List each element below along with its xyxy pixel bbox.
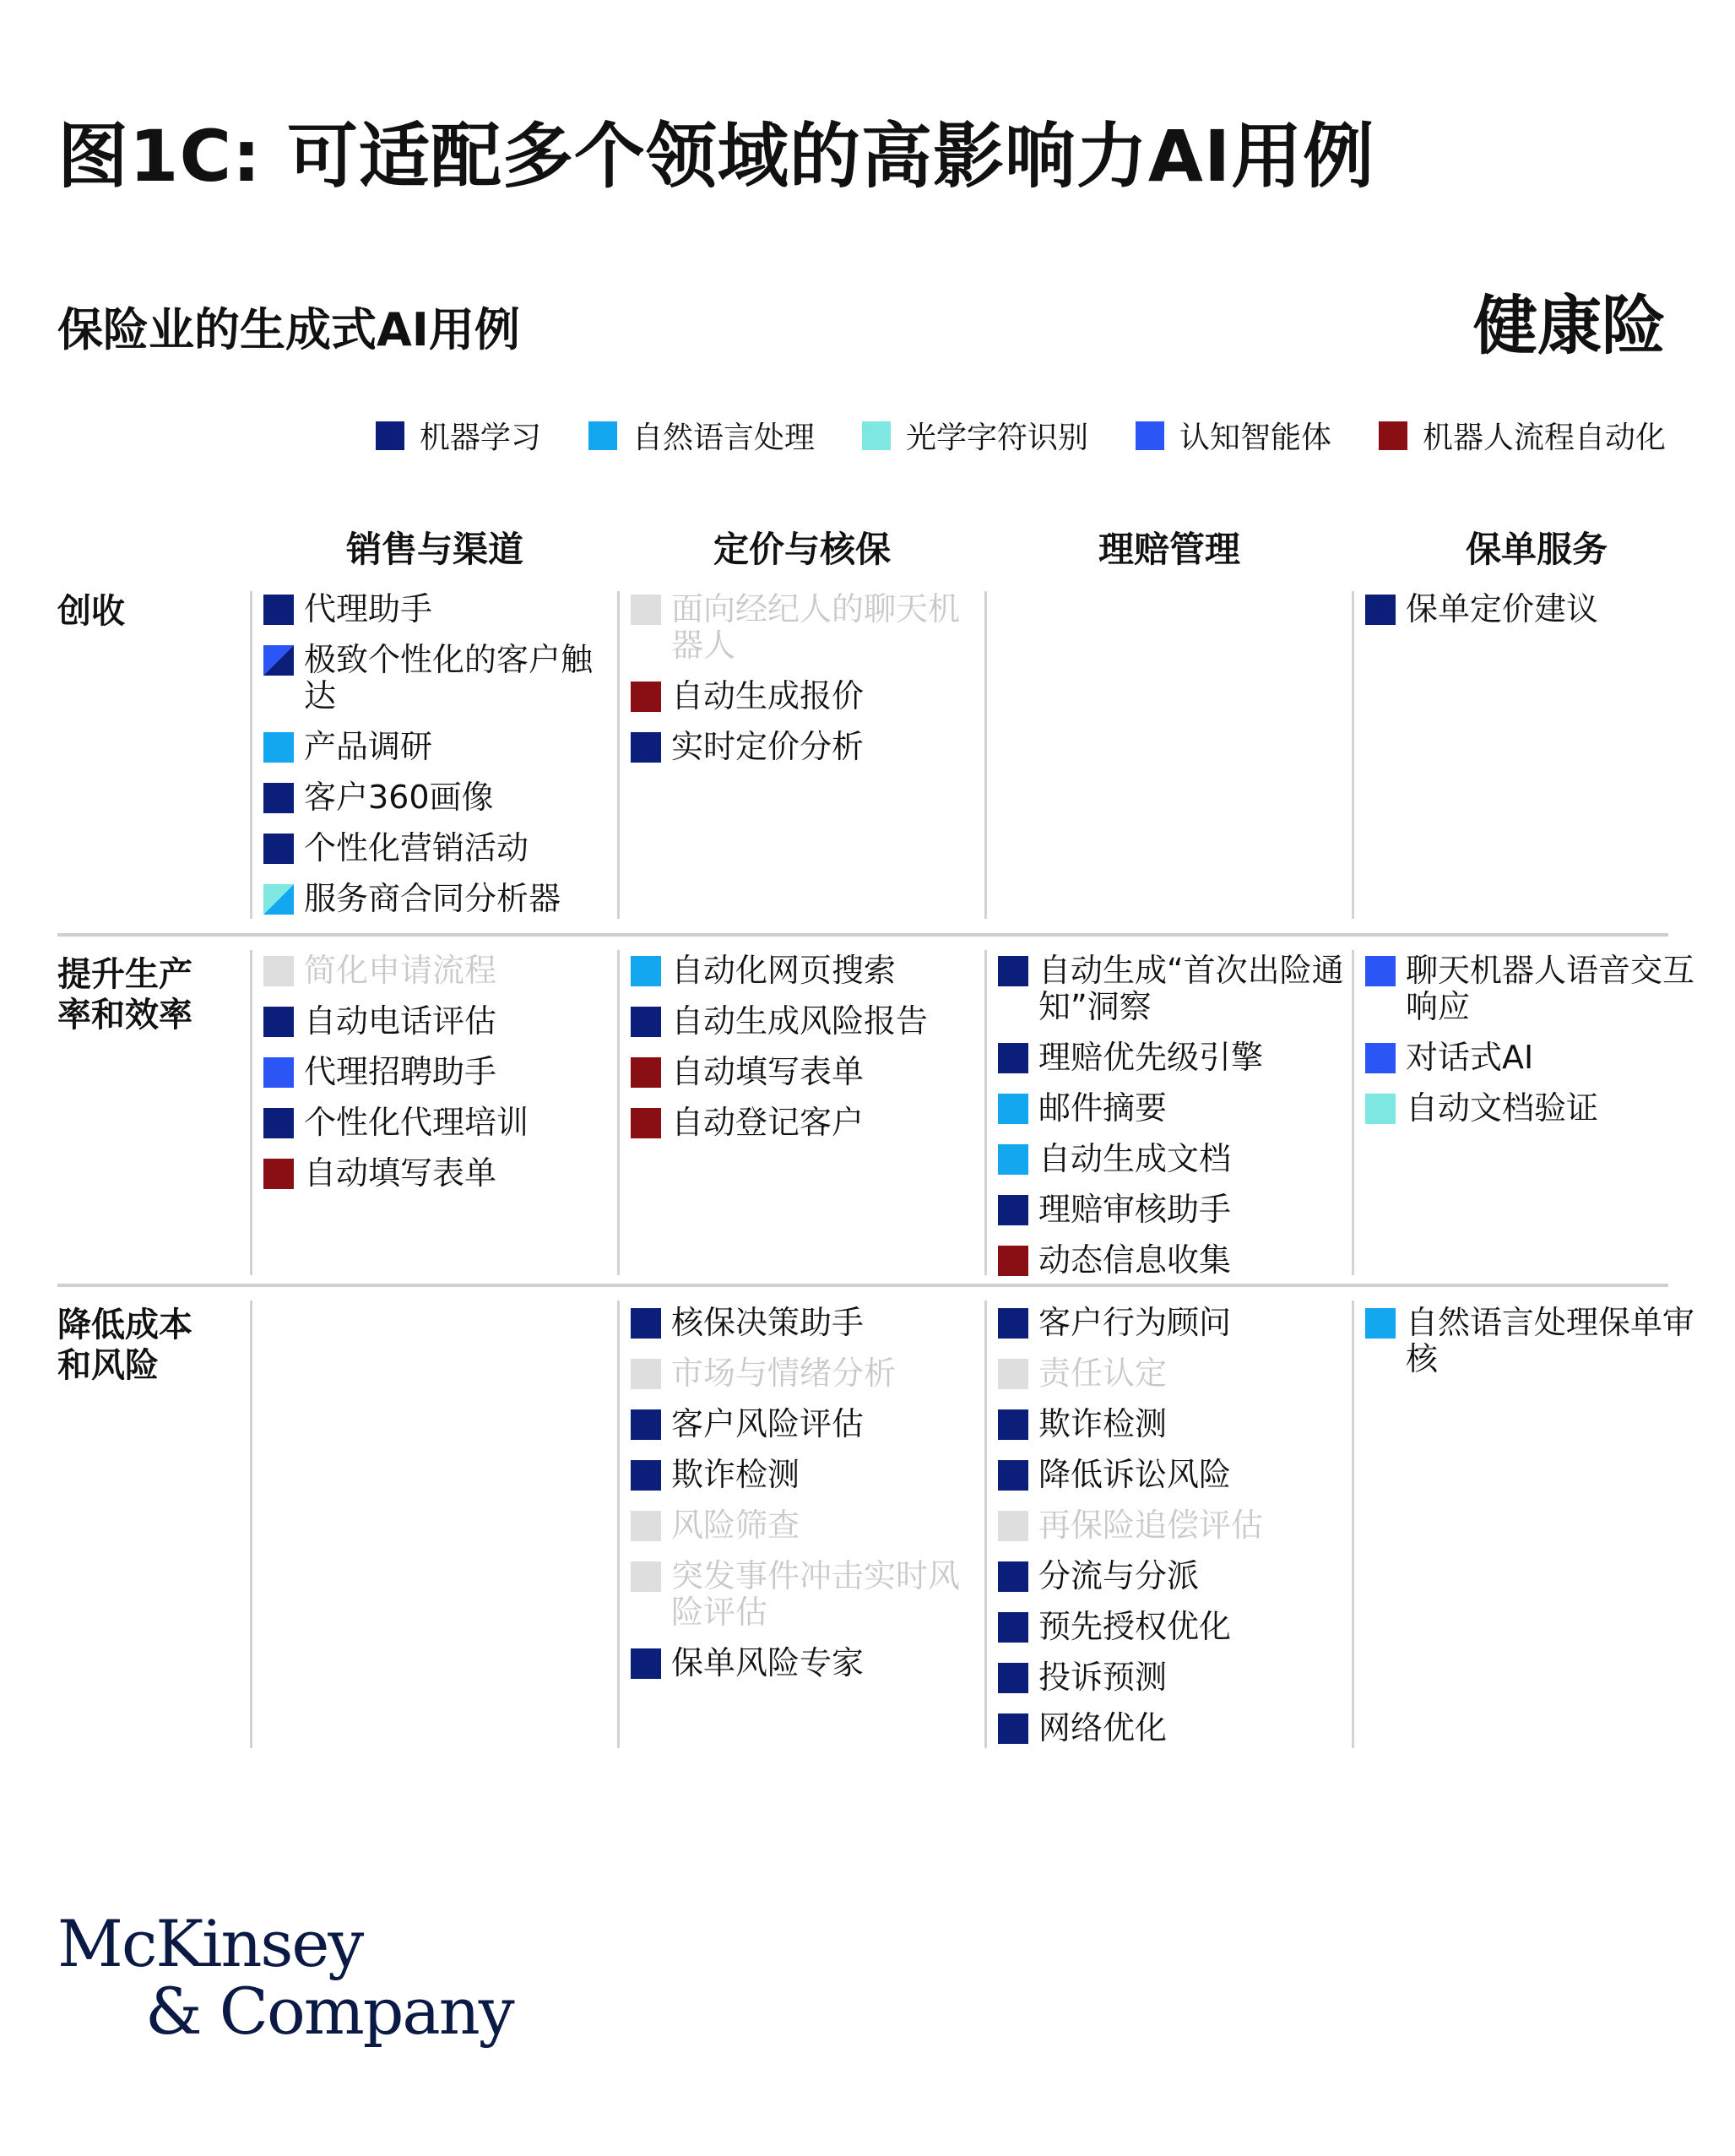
row-divider [57,933,1668,937]
technology-swatch [263,834,294,864]
technology-swatch [631,1007,661,1037]
technology-swatch [263,1057,294,1088]
technology-swatch [1365,595,1396,625]
use-case-label: 代理招聘助手 [304,1053,497,1090]
technology-swatch [998,956,1028,986]
use-case-label: 客户360画像 [304,779,494,816]
technology-swatch [631,1648,661,1679]
use-case-label: 邮件摘要 [1038,1089,1168,1127]
use-case-label: 风险筛查 [671,1507,800,1544]
use-case-item [998,1558,1344,1594]
use-case-item [631,1507,977,1544]
technology-swatch [631,1511,661,1541]
technology-swatch [631,595,661,625]
use-case-item [998,1355,1344,1392]
use-case-item [1365,1090,1711,1127]
cell-productivity-policy [1365,953,1711,1141]
use-case-label: 降低诉讼风险 [1038,1456,1232,1493]
use-case-label: 服务商合同分析器 [304,880,561,917]
use-case-item [631,1645,977,1681]
use-case-item [998,1457,1344,1493]
column-divider [984,1301,987,1748]
technology-swatch [998,1359,1028,1389]
use-case-label: 自动生成文档 [1038,1140,1232,1177]
use-case-label: 保单风险专家 [671,1644,865,1681]
use-case-label: 实时定价分析 [671,728,865,765]
use-case-item [631,1305,977,1341]
column-divider [250,950,252,1275]
use-case-item [263,953,610,989]
use-case-item [263,1155,610,1192]
use-case-item [998,1090,1344,1127]
use-case-item [263,1105,610,1141]
technology-swatch [631,956,661,986]
use-case-label: 再保险追偿评估 [1038,1507,1264,1544]
technology-swatch [998,1663,1028,1693]
technology-swatch [263,884,294,915]
sector-label: 健康险 [1473,288,1666,363]
mckinsey-logo [57,1906,513,2049]
legend-swatch [588,421,617,450]
technology-swatch [263,1159,294,1189]
use-case-label: 自动化网页搜索 [671,952,897,989]
technology-swatch [998,1409,1028,1440]
technology-swatch [1365,956,1396,986]
use-case-label: 自动生成风险报告 [671,1002,929,1040]
use-case-label: 理赔优先级引擎 [1038,1039,1264,1076]
column-divider [617,591,620,919]
technology-swatch [263,783,294,813]
use-case-item [1365,1040,1711,1076]
technology-swatch [998,1043,1028,1073]
technology-swatch [1365,1094,1396,1124]
use-case-label: 面向经纪人的聊天机器人 [671,590,961,664]
cell-productivity-claims [998,953,1344,1293]
use-case-label: 简化申请流程 [304,952,497,989]
row-label-revenue: 创收 [57,592,125,631]
cell-cost-pricing [631,1305,977,1696]
technology-swatch [998,1511,1028,1541]
legend-item-nlp [588,414,815,457]
use-case-item [263,642,610,714]
column-divider [984,950,987,1275]
column-header-policy: 保单服务 [1465,529,1608,570]
use-case-item [998,1507,1344,1544]
use-case-label: 自动填写表单 [671,1053,865,1090]
use-case-item [1365,953,1711,1025]
technology-swatch [631,1057,661,1088]
legend-swatch [1379,421,1407,450]
use-case-item [631,1105,977,1141]
legend-label: 认知智能体 [1179,421,1331,455]
cell-productivity-pricing [631,953,977,1155]
use-case-label: 预先授权优化 [1038,1608,1232,1645]
use-case-label: 自动生成报价 [671,677,865,714]
use-case-item [263,729,610,765]
technology-swatch [631,1108,661,1138]
use-case-label: 个性化营销活动 [304,829,529,866]
use-case-item [631,1406,977,1442]
use-case-label: 理赔审核助手 [1038,1191,1232,1228]
use-case-label: 产品调研 [304,728,433,765]
cell-revenue-sales [263,591,610,931]
row-divider [57,1284,1668,1287]
use-case-item [1365,1305,1711,1377]
column-divider [1352,950,1354,1275]
legend-swatch [862,421,891,450]
use-case-item [631,591,977,664]
legend-label: 自然语言处理 [632,421,815,455]
use-case-label: 自动电话评估 [304,1002,497,1040]
technology-swatch [998,1094,1028,1124]
technology-swatch [1365,1043,1396,1073]
technology-swatch [631,1359,661,1389]
use-case-item [998,1406,1344,1442]
use-case-label: 聊天机器人语音交互响应 [1406,952,1695,1025]
use-case-label: 极致个性化的客户触达 [304,641,594,714]
use-case-label: 欺诈检测 [671,1456,800,1493]
technology-swatch [998,1144,1028,1175]
technology-swatch [263,732,294,763]
legend-item-agent [1136,414,1331,457]
technology-swatch [998,1460,1028,1491]
use-case-label: 自动文档验证 [1406,1089,1599,1127]
logo-line-2: & Company [145,1974,513,2049]
use-case-label: 保单定价建议 [1406,590,1599,627]
legend-swatch [376,421,404,450]
column-header-claims: 理赔管理 [1098,529,1240,570]
use-case-label: 自动填写表单 [304,1154,497,1192]
use-case-item [631,1558,977,1631]
column-divider [250,1301,252,1748]
use-case-label: 责任认定 [1038,1355,1168,1392]
use-case-label: 代理助手 [304,590,433,627]
technology-swatch [631,682,661,712]
use-case-item [631,953,977,989]
row-label-productivity: 提升生产率和效率 [57,955,192,1035]
use-case-label: 自动生成“首次出险通知”洞察 [1038,952,1344,1025]
use-case-item [631,1355,977,1392]
technology-swatch [631,1409,661,1440]
use-case-label: 动态信息收集 [1038,1241,1232,1279]
chart-subtitle: 保险业的生成式AI用例 [57,303,520,356]
technology-swatch [263,956,294,986]
technology-swatch [1365,1308,1396,1339]
column-divider [1352,591,1354,919]
legend-label: 机器学习 [419,421,541,455]
use-case-item [998,1040,1344,1076]
use-case-item [998,1710,1344,1746]
use-case-label: 分流与分派 [1038,1557,1200,1594]
technology-swatch [998,1612,1028,1643]
use-case-item [263,881,610,917]
legend [376,414,1666,457]
column-header-pricing: 定价与核保 [713,529,891,570]
use-case-item [263,779,610,816]
use-case-item [631,1003,977,1040]
use-case-item [1365,591,1711,627]
technology-swatch [631,1561,661,1592]
column-header-sales: 销售与渠道 [345,529,523,570]
column-divider [617,1301,620,1748]
cell-cost-claims [998,1305,1344,1761]
use-case-label: 市场与情绪分析 [671,1355,897,1392]
legend-label: 光学字符识别 [905,421,1088,455]
technology-swatch [998,1561,1028,1592]
use-case-item [998,1242,1344,1279]
column-divider [984,591,987,919]
use-case-item [998,1659,1344,1696]
use-case-label: 对话式AI [1406,1039,1534,1076]
technology-swatch [998,1246,1028,1276]
use-case-label: 客户行为顾问 [1038,1304,1232,1341]
technology-swatch [631,1308,661,1339]
legend-item-ml [376,414,541,457]
use-case-item [631,1054,977,1090]
use-case-label: 客户风险评估 [671,1405,865,1442]
logo-line-1: McKinsey [57,1906,363,1981]
use-case-item [631,678,977,714]
cell-revenue-policy [1365,591,1711,642]
use-case-item [998,1609,1344,1645]
use-case-item [263,830,610,866]
column-divider [617,950,620,1275]
technology-swatch [263,645,294,676]
technology-swatch [998,1713,1028,1744]
cell-cost-policy [1365,1305,1711,1392]
use-case-label: 投诉预测 [1038,1659,1168,1696]
technology-swatch [263,1007,294,1037]
use-case-item [998,1141,1344,1177]
cell-productivity-sales [263,953,610,1206]
use-case-item [263,1054,610,1090]
technology-swatch [631,1460,661,1491]
legend-item-rpa [1379,414,1666,457]
figure-title: 图1C: 可适配多个领域的高影响力AI用例 [57,115,1375,198]
column-divider [250,591,252,919]
use-case-item [263,1003,610,1040]
legend-swatch [1136,421,1164,450]
use-case-item [998,1305,1344,1341]
technology-swatch [263,595,294,625]
column-divider [1352,1301,1354,1748]
use-case-label: 突发事件冲击实时风险评估 [671,1557,961,1631]
use-case-item [631,1457,977,1493]
cell-revenue-pricing [631,591,977,779]
row-label-cost-risk: 降低成本和风险 [57,1306,192,1385]
use-case-label: 核保决策助手 [671,1304,865,1341]
use-case-label: 网络优化 [1038,1709,1168,1746]
use-case-item [998,1192,1344,1228]
technology-swatch [998,1308,1028,1339]
technology-swatch [631,732,661,763]
use-case-label: 自然语言处理保单审核 [1406,1304,1695,1377]
use-case-item [263,591,610,627]
use-case-label: 自动登记客户 [671,1104,865,1141]
use-case-label: 欺诈检测 [1038,1405,1168,1442]
use-case-item [998,953,1344,1025]
technology-swatch [998,1195,1028,1225]
legend-label: 机器人流程自动化 [1422,421,1666,455]
technology-swatch [263,1108,294,1138]
legend-item-ocr [862,414,1088,457]
use-case-label: 个性化代理培训 [304,1104,529,1141]
use-case-item [631,729,977,765]
